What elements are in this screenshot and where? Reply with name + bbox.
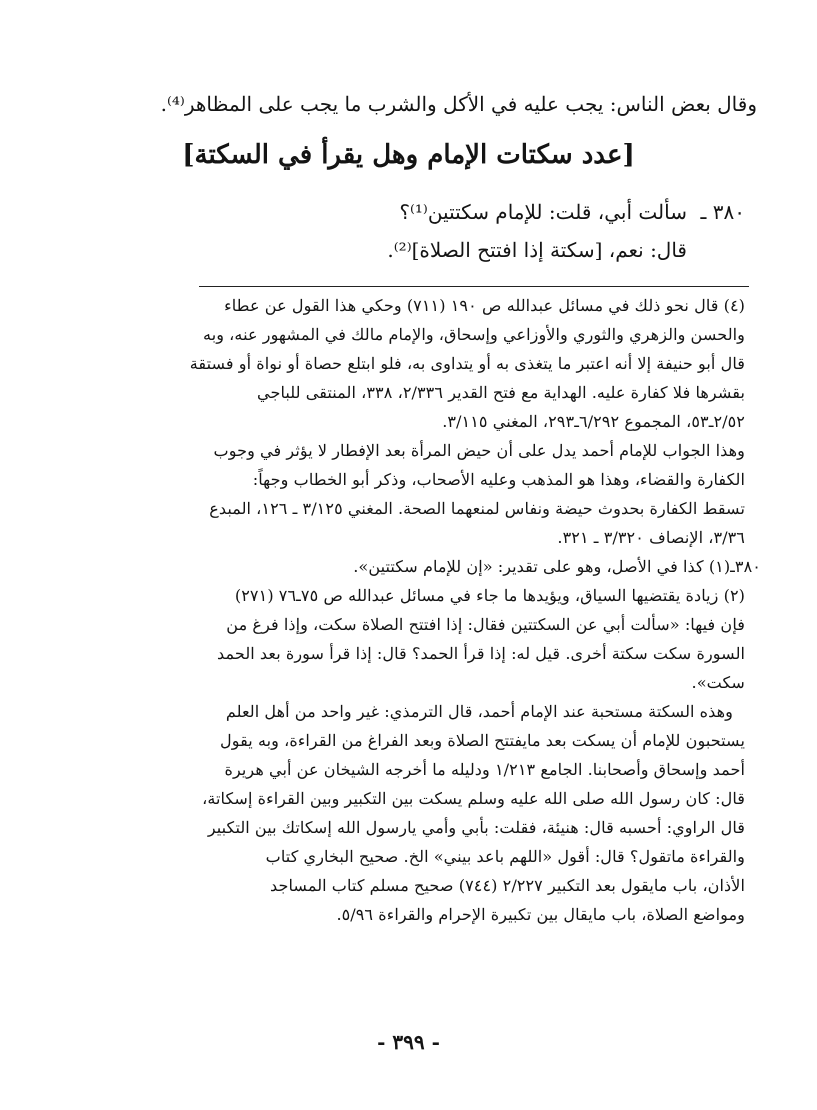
section-heading: [عدد سكتات الإمام وهل يقرأ في السكتة]	[182, 140, 635, 170]
footnote-line: قال: كان رسول الله صلى الله عليه وسلم يسكت بين التكبير وبين القراءة إسكاتة،	[202, 789, 745, 808]
footnote-line: وهذه السكتة مستحبة عند الإمام أحمد، قال الترمذي: غير واحد من أهل العلم	[225, 702, 733, 721]
question-number: ٣٨٠ ـ	[700, 200, 745, 224]
question-line-2: قال: نعم، [سكتة إذا افتتح الصلاة]⁽²⁾.	[387, 238, 687, 262]
footnote-line: بقشرها فلا كفارة عليه. الهداية مع فتح القدير ٢/٣٣٦، ٣٣٨، المنتقى للباجي	[256, 383, 745, 402]
footnote-line: (٢) زيادة يقتضيها السياق، ويؤيدها ما جاء في مسائل عبدالله ص ٧٥ـ٧٦ (٢٧١)	[234, 586, 745, 605]
footnote-line: السورة سكت سكتة أخرى. قيل له: إذا قرأ الحمد؟ قال: إذا قرأ سورة بعد الحمد	[217, 644, 745, 663]
page-number: - ٣٩٩ -	[377, 1030, 440, 1054]
footnote-divider	[199, 286, 749, 287]
footnote-line: فإن فيها: «سألت أبي عن السكتتين فقال: إذا افتتح الصلاة سكت، وإذا فرغ من	[226, 615, 745, 634]
footnote-line: وهذا الجواب للإمام أحمد يدل على أن حيض المرأة بعد الإفطار لا يؤثر في وجوب	[213, 441, 745, 460]
intro-line: وقال بعض الناس: يجب عليه في الأكل والشرب ما يجب على المظاهر⁽⁴⁾.	[160, 92, 757, 116]
question-line-1: سألت أبي، قلت: للإمام سكتتين⁽¹⁾؟	[399, 200, 687, 224]
footnote-line: (٤) قال نحو ذلك في مسائل عبدالله ص ١٩٠ (٧١١) وحكي هذا القول عن عطاء	[224, 296, 745, 315]
footnote-line: والقراءة ماتقول؟ قال: أقول «اللهم باعد بيني» الخ. صحيح البخاري كتاب	[265, 847, 745, 866]
footnote-line: ٢/٥٢ـ٥٣، المجموع ٦/٢٩٢ـ٢٩٣، المغني ٣/١١٥.	[442, 412, 745, 431]
footnotes	[65, 296, 761, 986]
footnote-line: الأذان، باب مايقول بعد التكبير ٢/٢٢٧ (٧٤٤) صحيح مسلم كتاب المساجد	[269, 876, 745, 895]
footnote-line: أحمد وإسحاق وأصحابنا. الجامع ١/٢١٣ ودليله ما أخرجه الشيخان عن أبي هريرة	[224, 760, 745, 779]
footnote-line: ٣/٣٦، الإنصاف ٣/٣٢٠ ـ ٣٢١.	[557, 528, 745, 547]
footnote-line: ومواضع الصلاة، باب مايقال بين تكبيرة الإحرام والقراءة ٥/٩٦.	[336, 905, 745, 924]
footnote-line: تسقط الكفارة بحدوث حيضة ونفاس لمنعهما الصحة. المغني ٣/١٢٥ ـ ١٢٦، المبدع	[209, 499, 745, 518]
footnote-line: سكت».	[691, 673, 745, 692]
footnote-line: والحسن والزهري والثوري والأوزاعي وإسحاق، والإمام مالك في المشهور عنه، وبه	[203, 325, 745, 344]
footnote-line: الكفارة والقضاء، وهذا هو المذهب وعليه الأصحاب، وذكر أبو الخطاب وجهاً:	[252, 470, 745, 489]
footnote-line: يستحبون للإمام أن يسكت بعد مايفتتح الصلاة وبعد الفراغ من القراءة، وبه يقول	[220, 731, 745, 750]
footnote-line: قال الراوي: أحسبه قال: هنيئة، فقلت: بأبي وأمي يارسول الله إسكاتك بين التكبير	[207, 818, 745, 837]
footnote-line: قال أبو حنيفة إلا أنه اعتبر ما يتغذى به أو يتداوى به، فلو ابتلع حصاة أو نواة أو فستقة	[189, 354, 745, 373]
footnote-line: ٣٨٠ـ(١) كذا في الأصل، وهو على تقدير: «إن للإمام سكتتين».	[353, 557, 761, 576]
